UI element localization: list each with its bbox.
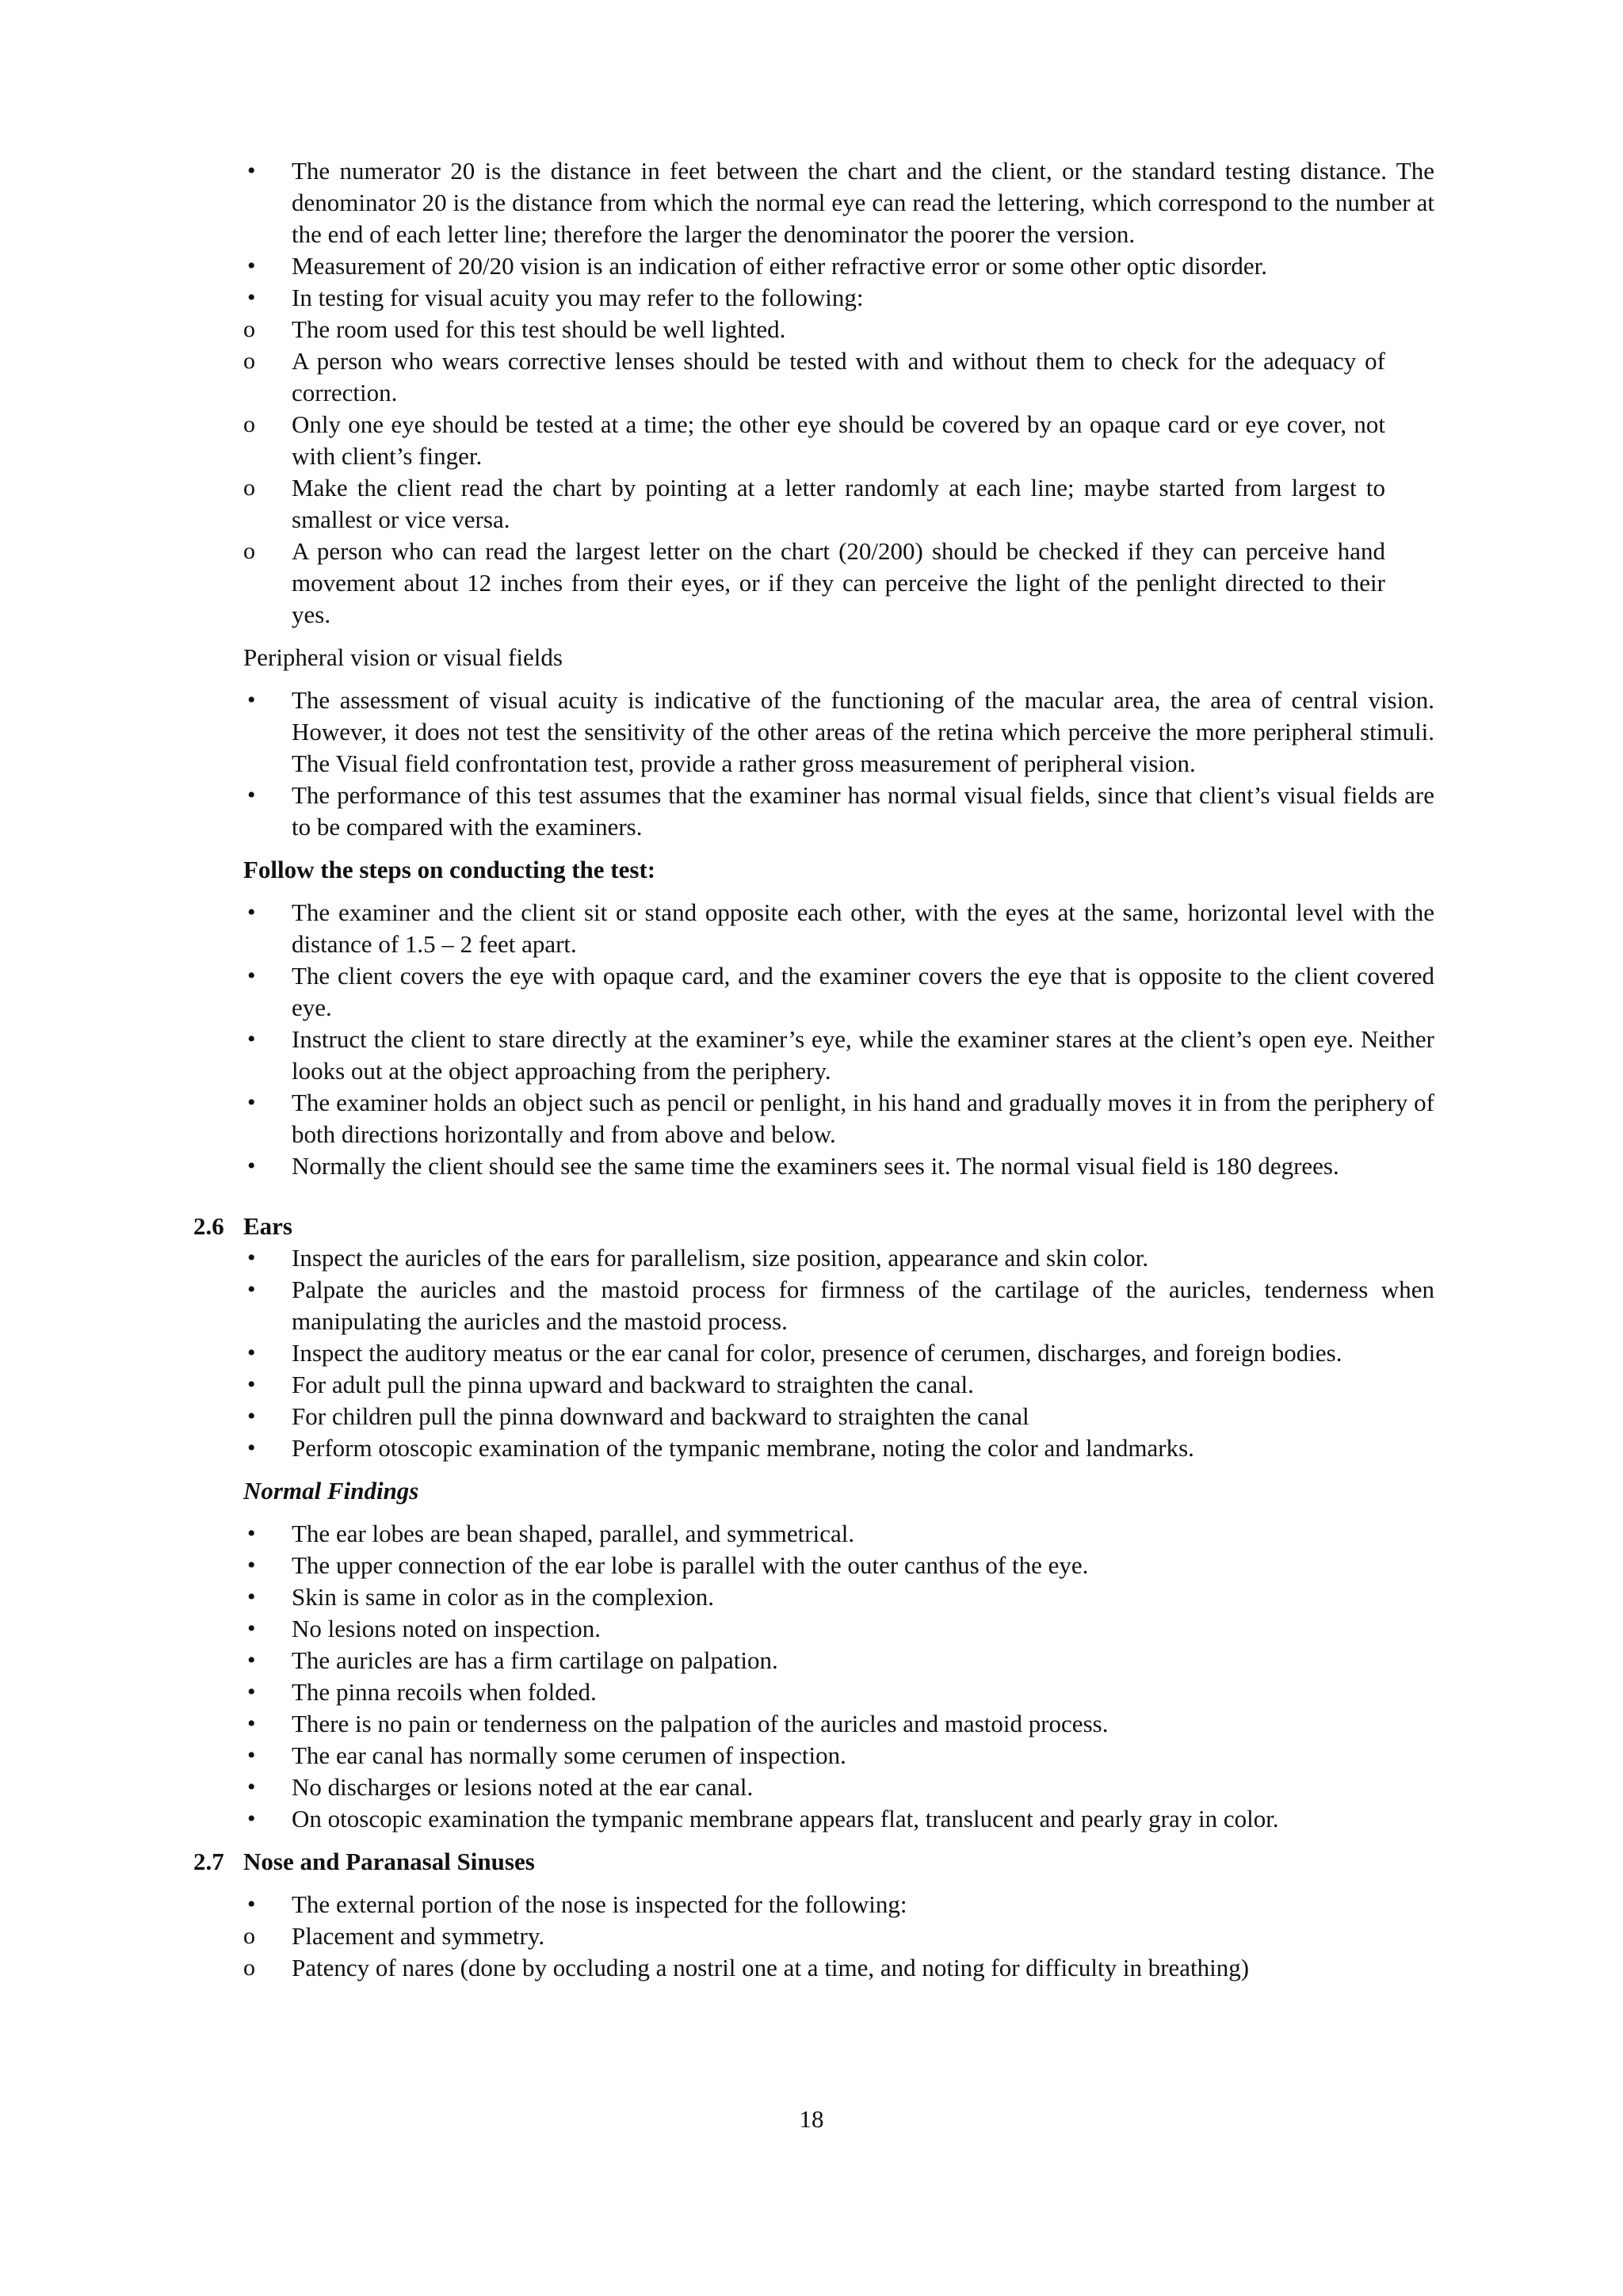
list-item: • Normally the client should see the same time the examiners sees it. The normal visual field is 180 degrees.: [292, 1150, 1434, 1182]
visual-acuity-sub-list: [242, 314, 1434, 631]
sub-list-item: o Make the client read the chart by pointing at a letter randomly at each line; maybe started from largest to smallest or vice versa.: [292, 472, 1385, 536]
sub-list-item: o A person who wears corrective lenses should be tested with and without them to check for the adequacy of correction.: [292, 345, 1385, 409]
section-number: 2.7: [193, 1848, 224, 1875]
list-item: • No lesions noted on inspection.: [292, 1613, 1434, 1645]
section-title: Nose and Paranasal Sinuses: [243, 1848, 535, 1875]
section-heading-nose: [193, 1846, 1623, 1878]
list-item: • The ear lobes are bean shaped, parallel, and symmetrical.: [292, 1518, 1434, 1550]
peripheral-vision-list: [0, 685, 1623, 843]
normal-findings-list: [0, 1518, 1623, 1835]
sub-list-item: o Patency of nares (done by occluding a nostril one at a time, and noting for difficulty in breathing): [292, 1952, 1385, 1984]
list-item: • Measurement of 20/20 vision is an indication of either refractive error or some other optic disorder.: [292, 250, 1434, 282]
list-item: • The auricles are has a firm cartilage on palpation.: [292, 1645, 1434, 1676]
list-item: [292, 1889, 1434, 1984]
list-item: • The performance of this test assumes that the examiner has normal visual fields, since that client’s visual fields are to be compared with the examiners.: [292, 780, 1434, 843]
list-item: • The upper connection of the ear lobe is parallel with the outer canthus of the eye.: [292, 1550, 1434, 1581]
steps-heading: Follow the steps on conducting the test:: [243, 856, 656, 883]
list-item: • Inspect the auditory meatus or the ear canal for color, presence of cerumen, discharges, and foreign bodies.: [292, 1337, 1434, 1369]
list-item: • The assessment of visual acuity is indicative of the functioning of the macular area, the area of central vision. However, it does not test the sensitivity of the other areas of the retina which perceive the more peripheral stimuli. The Visual field confrontation test, provide a rather gross measurement of peripheral vision.: [292, 685, 1434, 780]
list-item: • No discharges or lesions noted at the ear canal.: [292, 1772, 1434, 1803]
sub-list-item: o The room used for this test should be well lighted.: [292, 314, 1385, 345]
page-content: [0, 155, 1623, 1984]
list-item: • There is no pain or tenderness on the palpation of the auricles and mastoid process.: [292, 1708, 1434, 1740]
list-item: [292, 282, 1434, 631]
list-item-text: In testing for visual acuity you may refer to the following:: [292, 284, 864, 311]
list-item: • Instruct the client to stare directly at the examiner’s eye, while the examiner stares at the client’s open eye. Neither looks out at the object approaching from the periphery.: [292, 1024, 1434, 1087]
visual-acuity-list: [0, 155, 1623, 631]
steps-list: [0, 897, 1623, 1182]
list-item: • The ear canal has normally some cerumen of inspection.: [292, 1740, 1434, 1772]
ears-list: [0, 1242, 1623, 1464]
nose-sub-list: [242, 1920, 1434, 1984]
sub-list-item: o A person who can read the largest letter on the chart (20/200) should be checked if they can perceive hand movement about 12 inches from their eyes, or if they can perceive the light of the penlight directed to their yes.: [292, 536, 1385, 631]
sub-list-item: o Only one eye should be tested at a time; the other eye should be covered by an opaque card or eye cover, not with client’s finger.: [292, 409, 1385, 472]
list-item: • Skin is same in color as in the complexion.: [292, 1581, 1434, 1613]
list-item: • Inspect the auricles of the ears for parallelism, size position, appearance and skin color.: [292, 1242, 1434, 1274]
sub-list-item: o Placement and symmetry.: [292, 1920, 1385, 1952]
nose-list: [0, 1889, 1623, 1984]
list-item: • On otoscopic examination the tympanic membrane appears flat, translucent and pearly gray in color.: [292, 1803, 1434, 1835]
list-item-text: The external portion of the nose is inspected for the following:: [292, 1890, 907, 1918]
list-item: • The examiner and the client sit or stand opposite each other, with the eyes at the same, horizontal level with the distance of 1.5 – 2 feet apart.: [292, 897, 1434, 960]
section-number: 2.6: [193, 1212, 224, 1240]
list-item: • For adult pull the pinna upward and backward to straighten the canal.: [292, 1369, 1434, 1401]
peripheral-vision-heading: Peripheral vision or visual fields: [243, 643, 563, 671]
list-item: • Palpate the auricles and the mastoid process for firmness of the cartilage of the auricles, tenderness when manipulating the auricles and the mastoid process.: [292, 1274, 1434, 1337]
list-item: • Perform otoscopic examination of the tympanic membrane, noting the color and landmarks.: [292, 1432, 1434, 1464]
page-number: 18: [799, 2105, 824, 2133]
list-item: • For children pull the pinna downward and backward to straighten the canal: [292, 1401, 1434, 1432]
normal-findings-heading: Normal Findings: [243, 1477, 419, 1505]
section-title: Ears: [243, 1212, 292, 1240]
list-item: • The client covers the eye with opaque card, and the examiner covers the eye that is opposite to the client covered eye.: [292, 960, 1434, 1024]
list-item: • The examiner holds an object such as pencil or penlight, in his hand and gradually moves it in from the periphery of both directions horizontally and from above and below.: [292, 1087, 1434, 1150]
section-heading-ears: [193, 1211, 1623, 1242]
list-item: • The numerator 20 is the distance in feet between the chart and the client, or the standard testing distance. The denominator 20 is the distance from which the normal eye can read the lettering, which correspond to the number at the end of each letter line; therefore the larger the denominator the poorer the version.: [292, 155, 1434, 250]
list-item: • The pinna recoils when folded.: [292, 1676, 1434, 1708]
